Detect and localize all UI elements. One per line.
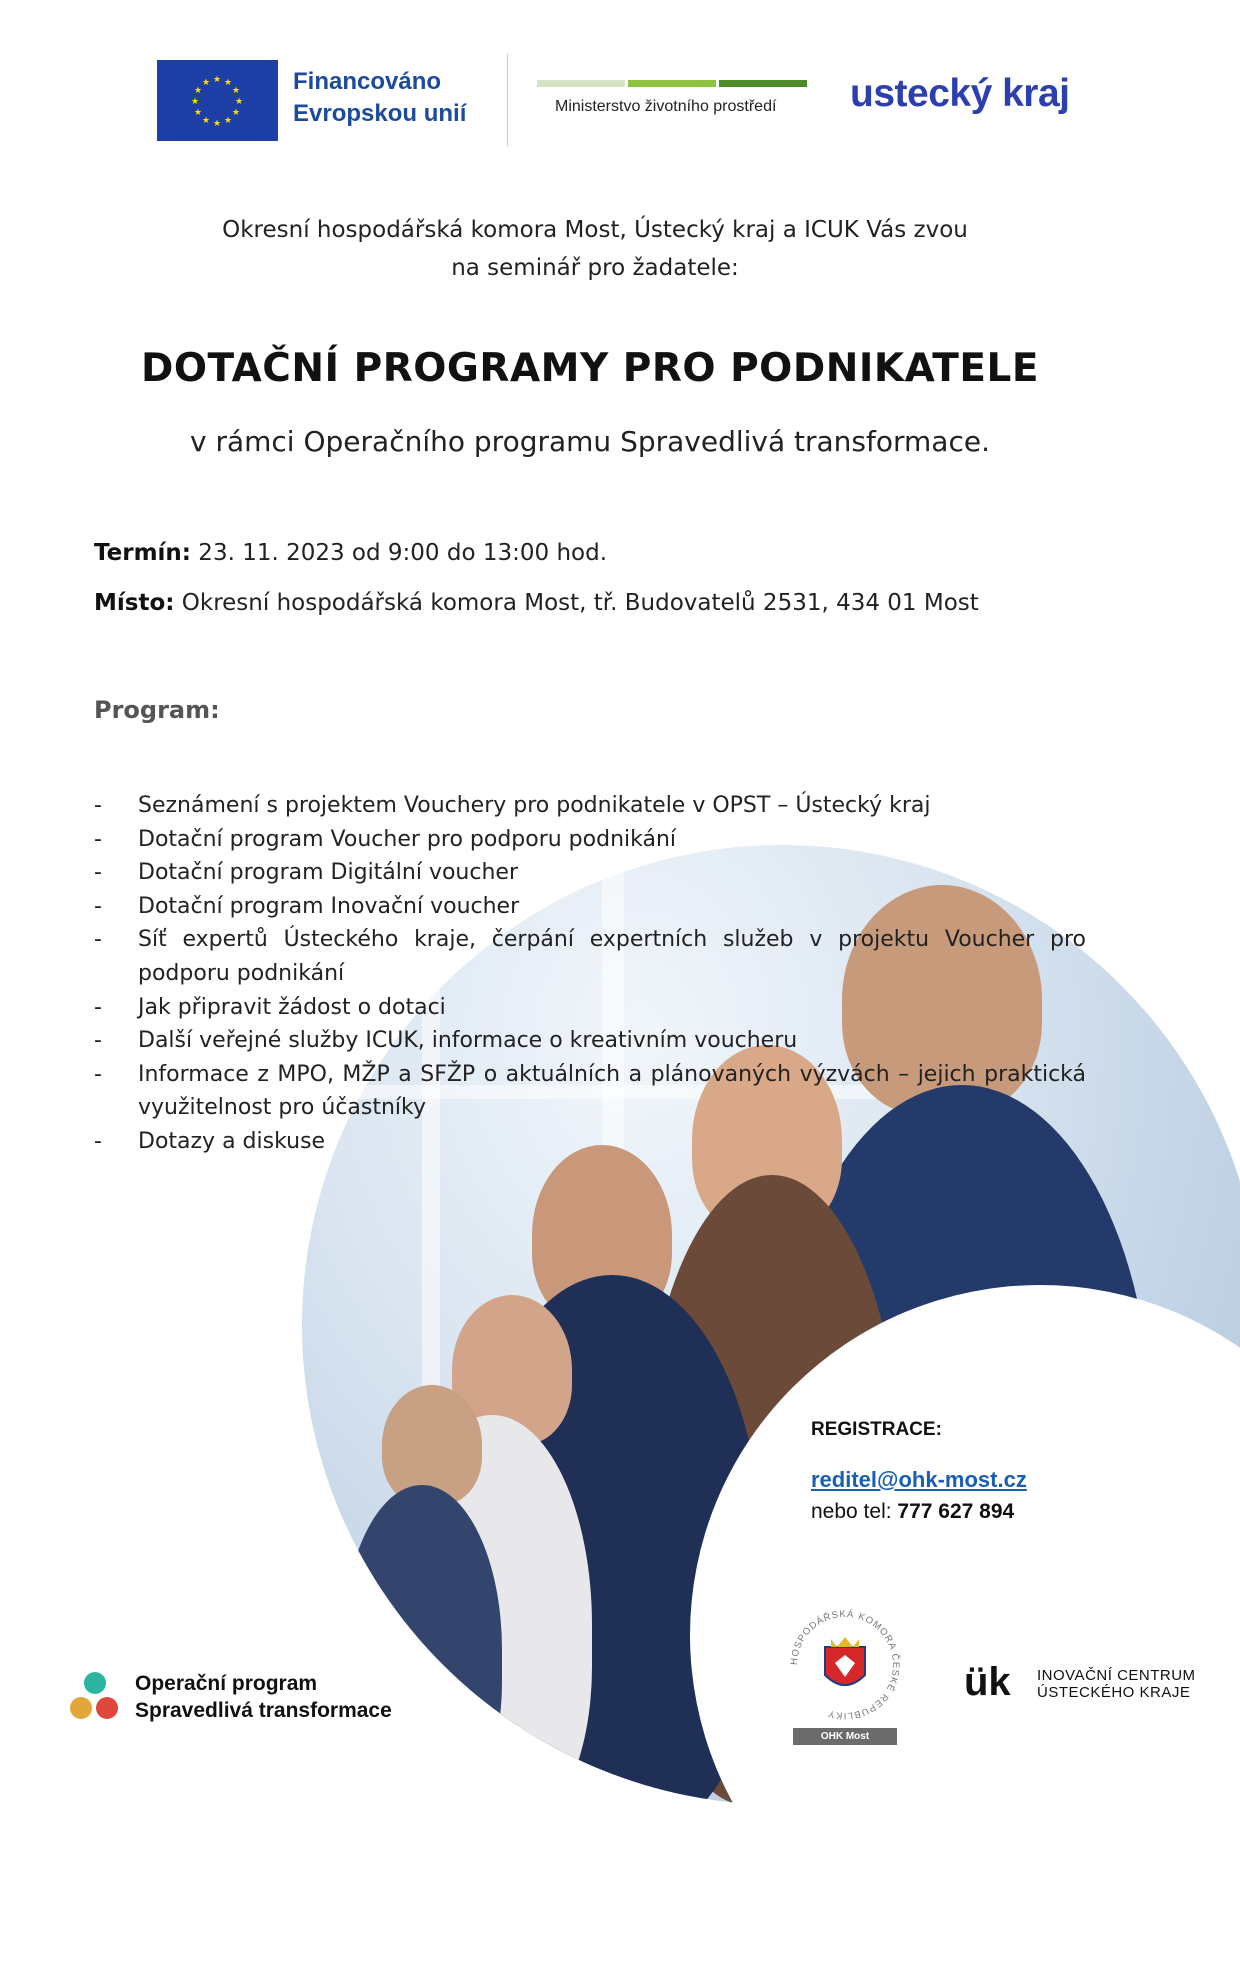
list-item: - Dotazy a diskuse — [94, 1125, 1086, 1159]
event-place-label: Místo: — [94, 590, 175, 616]
page-subtitle: v rámci Operačního programu Spravedlivá transformace. — [190, 425, 990, 458]
svg-text:★: ★ — [201, 116, 211, 126]
program-heading: Program: — [94, 696, 220, 724]
svg-text:★: ★ — [201, 78, 211, 88]
list-item: - Dotační program Inovační voucher — [94, 890, 1086, 924]
ohk-seal-logo — [785, 1605, 905, 1725]
opst-logo-text: Operační program Spravedlivá transformace — [135, 1672, 392, 1722]
svg-text:★: ★ — [212, 119, 222, 129]
opst-dots-icon — [70, 1672, 120, 1720]
eu-funding-label: Financováno Evropskou unií — [293, 68, 467, 127]
icuk-logo-mark: ük — [964, 1660, 1011, 1704]
eu-stars-icon — [157, 60, 278, 141]
mzp-logo-text: Ministerstvo životního prostředí — [555, 98, 777, 115]
page-title: DOTAČNÍ PROGRAMY PRO PODNIKATELE — [141, 346, 1039, 391]
list-item: - Seznámení s projektem Vouchery pro podnikatele v OPST – Ústecký kraj — [94, 789, 1086, 823]
event-date — [94, 540, 607, 566]
svg-text:★: ★ — [231, 86, 241, 96]
list-item: - Síť expertů Ústeckého kraje, čerpání expertních služeb v projektu Voucher pro podporu podnikání — [94, 923, 1086, 990]
svg-text:★: ★ — [234, 97, 244, 107]
svg-text:★: ★ — [223, 116, 233, 126]
icuk-logo-text: INOVAČNÍ CENTRUM ÚSTECKÉHO KRAJE — [1037, 1667, 1196, 1701]
registration-phone — [811, 1500, 1014, 1524]
event-place — [94, 590, 979, 616]
event-date-value: 23. 11. 2023 od 9:00 do 13:00 hod. — [191, 540, 608, 566]
event-place-value: Okresní hospodářská komora Most, tř. Budovatelů 2531, 434 01 Most — [174, 590, 979, 616]
list-item: - Dotační program Digitální voucher — [94, 856, 1086, 890]
svg-text:★: ★ — [231, 108, 241, 118]
event-date-label: Termín: — [94, 540, 191, 566]
svg-text:★: ★ — [212, 75, 222, 85]
ohk-seal-text: HOSPODÁŘSKÁ KOMORA ČESKÉ REPUBLIKY — [788, 1608, 902, 1722]
eu-flag-logo — [157, 60, 278, 141]
list-item: - Jak připravit žádost o dotaci — [94, 991, 1086, 1025]
phone-number: 777 627 894 — [897, 1500, 1015, 1523]
ohk-badge: OHK Most — [793, 1728, 897, 1745]
svg-text:★: ★ — [223, 78, 233, 88]
mzp-logo-bars — [537, 80, 807, 87]
phone-prefix: nebo tel: — [811, 1500, 898, 1523]
list-item: - Další veřejné služby ICUK, informace o kreativním voucheru — [94, 1024, 1086, 1058]
list-item: - Dotační program Voucher pro podporu podnikání — [94, 823, 1086, 857]
registration-email-link[interactable]: reditel@ohk-most.cz — [811, 1467, 1027, 1492]
intro-text: Okresní hospodářská komora Most, Ústecký kraj a ICUK Vás zvou na seminář pro žadatele: — [222, 217, 968, 281]
program-list — [94, 789, 1086, 1159]
ustecky-kraj-logo: ustecký kraj — [850, 72, 1070, 115]
svg-text:★: ★ — [190, 97, 200, 107]
list-item: - Informace z MPO, MŽP a SFŽP o aktuálních a plánovaných výzvách – jejich praktická využitelnost pro účastníky — [94, 1058, 1086, 1125]
svg-text:★: ★ — [193, 86, 203, 96]
svg-text:★: ★ — [193, 108, 203, 118]
logo-divider — [507, 54, 508, 146]
registration-heading: REGISTRACE: — [811, 1419, 942, 1440]
